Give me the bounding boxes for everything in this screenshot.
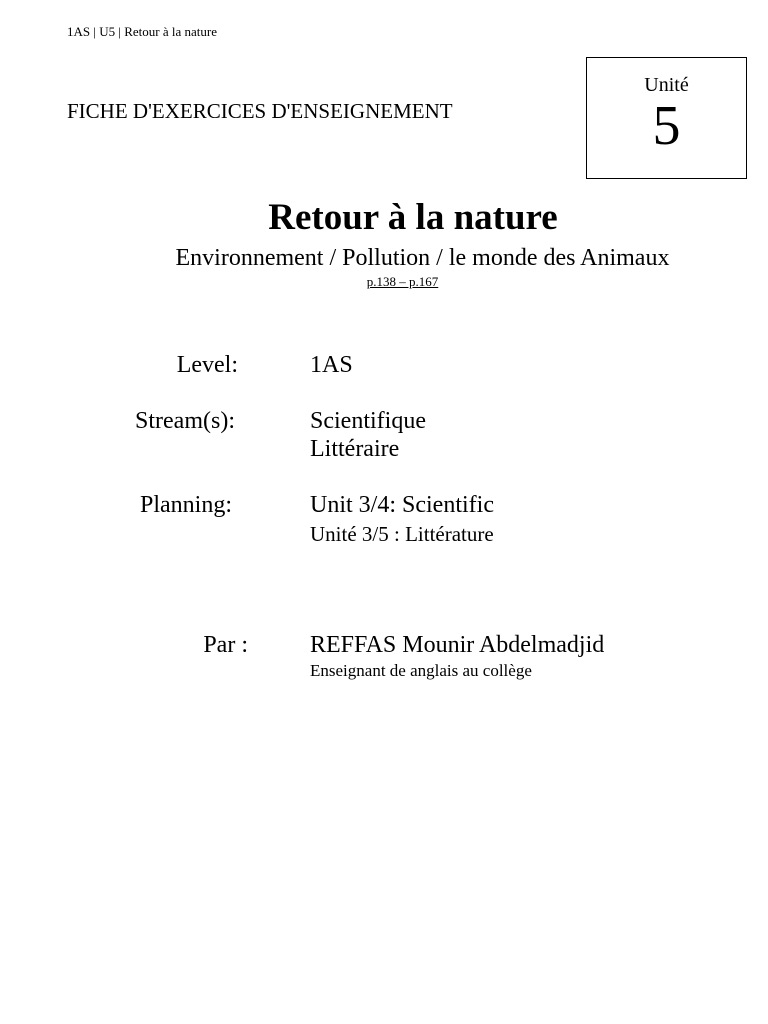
level-value: 1AS: [310, 352, 353, 378]
planning-value-2: Unité 3/5 : Littérature: [310, 522, 494, 546]
page-range: p.138 – p.167: [366, 274, 439, 289]
stream-value-2: Littéraire: [310, 436, 400, 462]
unit-label: Unité: [644, 74, 689, 96]
page-title: Retour à la nature: [268, 197, 558, 238]
unit-box: [586, 57, 747, 179]
running-header: 1AS | U5 | Retour à la nature: [67, 24, 217, 39]
unit-number: 5: [652, 95, 681, 157]
stream-label: Stream(s):: [135, 408, 235, 434]
page-subtitle: Environnement / Pollution / le monde des Animaux: [175, 245, 670, 271]
author-role: Enseignant de anglais au collège: [310, 661, 532, 680]
stream-value-1: Scientifique: [310, 408, 426, 434]
planning-label: Planning:: [139, 492, 232, 518]
level-label: Level:: [176, 352, 238, 378]
planning-value-1: Unit 3/4: Scientific: [310, 492, 494, 518]
author-label: Par :: [203, 632, 248, 658]
fiche-title: FICHE D'EXERCICES D'ENSEIGNEMENT: [67, 99, 453, 123]
author-name: REFFAS Mounir Abdelmadjid: [310, 632, 605, 658]
